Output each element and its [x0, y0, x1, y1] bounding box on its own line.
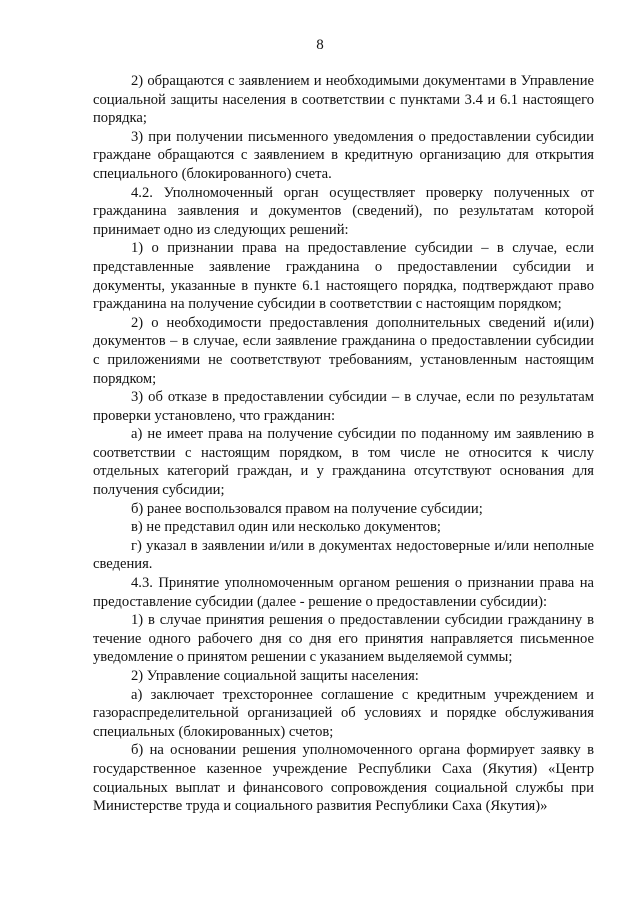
paragraph-refusal-reason-b: б) ранее воспользовался правом на получение субсидии;	[131, 500, 483, 517]
paragraph-decision-grant-right: 1) о признании права на предоставление субсидии – в случае, если представленные заявление гражданина о предоставлении субсидии и документы, указанные в пункте 6.1 настоящего порядка, подтверждают право гражданина на получение субсидии в соответствии с настоящим порядком;	[93, 240, 594, 313]
paragraph-request-formation: б) на основании решения уполномоченного органа формирует заявку в государственное казенное учреждение Республики Саха (Якутия) «Центр социальных выплат и финансового сопровождения социальной службы при Министерстве труда и социального развития Республики Саха (Якутия)»	[93, 742, 594, 815]
paragraph-decision-refusal: 3) об отказе в предоставлении субсидии – в случае, если по результатам проверки установлено, что гражданин:	[93, 389, 594, 424]
paragraph-notification: 1) в случае принятия решения о предоставлении субсидии гражданину в течение одного рабочего дня со дня его принятия направляется письменное уведомление о принятом решении с указанием выделяемой суммы;	[93, 612, 594, 666]
paragraph-social-protection: 2) Управление социальной защиты населения:	[131, 668, 419, 684]
paragraph-4-2-verification: 4.2. Уполномоченный орган осуществляет проверку полученных от гражданина заявления и документов (сведений), по результатам которой принимает одно из следующих решений:	[93, 184, 594, 238]
document-body	[93, 72, 594, 816]
paragraph-4-3-decision: 4.3. Принятие уполномоченным органом решения о признании права на предоставление субсидии (далее - решение о предоставлении субсидии):	[93, 575, 594, 610]
paragraph-refusal-reason-g: г) указал в заявлении и/или в документах недостоверные и/или неполные сведения.	[93, 537, 594, 573]
paragraph-3-open-account: 3) при получении письменного уведомления о предоставлении субсидии граждане обращаются с заявлением в кредитную организацию для открытия специального (блокированного) счета.	[93, 128, 594, 182]
paragraph-2-apply-documents: 2) обращаются с заявлением и необходимыми документами в Управление социальной защиты населения в соответствии с пунктами 3.4 и 6.1 настоящего порядка;	[93, 73, 594, 127]
paragraph-decision-additional-info: 2) о необходимости предоставления дополнительных сведений и(или) документов – в случае, если заявление гражданина о предоставлении субсидии с приложениями не соответствуют требованиям, установленным настоящим порядком;	[93, 314, 594, 387]
page-number: 8	[316, 37, 324, 53]
paragraph-tripartite-agreement: а) заключает трехстороннее соглашение с кредитным учреждением и газораспределительной организацией об условиях и порядке обслуживания специальных (блокированных) счетов;	[93, 686, 594, 740]
paragraph-refusal-reason-v: в) не представил один или несколько документов;	[131, 519, 441, 536]
paragraph-refusal-reason-a: а) не имеет права на получение субсидии по поданному им заявлению в соответствии с настоящим порядком, в том числе не относится к числу отдельных категорий граждан, и у гражданина отсутствуют основания для получения субсидии;	[93, 426, 594, 499]
